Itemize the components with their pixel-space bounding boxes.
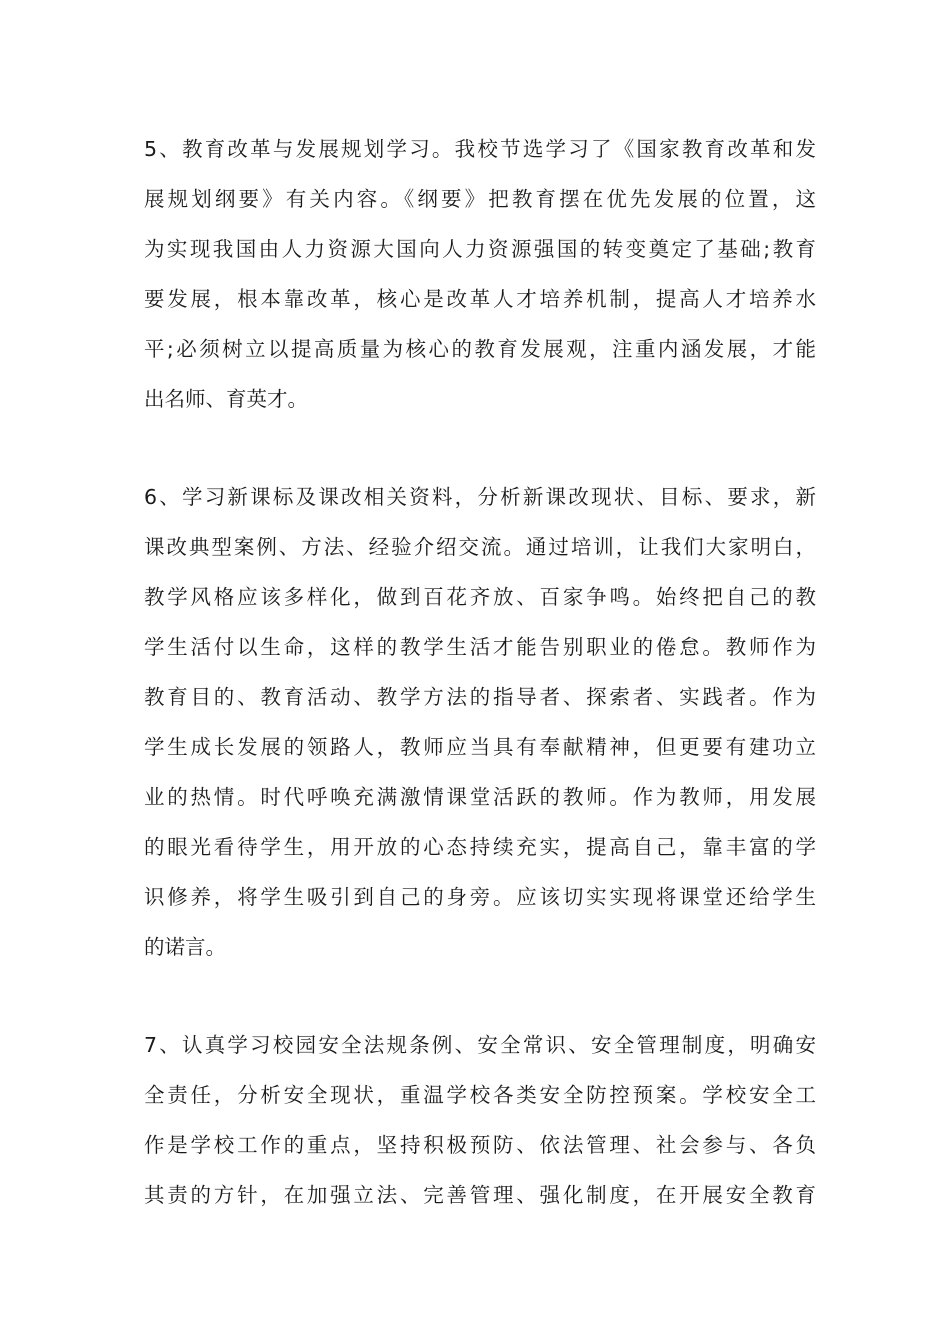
paragraph-6 <box>144 472 816 972</box>
text-line: 教学风格应该多样化，做到百花齐放、百家争鸣。始终把自己的教 <box>144 585 816 609</box>
text-line: 出名师、育英才。 <box>144 387 308 411</box>
text-line: 为实现我国由人力资源大国向人力资源强国的转变奠定了基础;教育 <box>144 237 816 261</box>
text-line: 平;必须树立以提高质量为核心的教育发展观，注重内涵发展，才能 <box>144 337 816 361</box>
text-line: 课改典型案例、方法、经验介绍交流。通过培训，让我们大家明白， <box>144 535 816 559</box>
text-line: 要发展，根本靠改革，核心是改革人才培养机制，提高人才培养水 <box>144 287 816 311</box>
text-line: 作是学校工作的重点，坚持积极预防、依法管理、社会参与、各负 <box>144 1133 816 1157</box>
text-line: 6、学习新课标及课改相关资料，分析新课改现状、目标、要求，新 <box>144 485 816 509</box>
text-line: 5、教育改革与发展规划学习。我校节选学习了《国家教育改革和发 <box>144 137 816 161</box>
text-line: 学生活付以生命，这样的教学生活才能告别职业的倦怠。教师作为 <box>144 635 816 659</box>
text-line: 全责任，分析安全现状，重温学校各类安全防控预案。学校安全工 <box>144 1083 816 1107</box>
text-line: 识修养，将学生吸引到自己的身旁。应该切实实现将课堂还给学生 <box>144 885 816 909</box>
text-line: 业的热情。时代呼唤充满激情课堂活跃的教师。作为教师，用发展 <box>144 785 816 809</box>
text-line: 其责的方针，在加强立法、完善管理、强化制度，在开展安全教育 <box>144 1183 816 1207</box>
text-line: 的诺言。 <box>144 935 226 959</box>
text-line: 的眼光看待学生，用开放的心态持续充实，提高自己，靠丰富的学 <box>144 835 816 859</box>
text-line: 教育目的、教育活动、教学方法的指导者、探索者、实践者。作为 <box>144 685 816 709</box>
paragraph-7 <box>144 1020 816 1220</box>
text-line: 展规划纲要》有关内容。《纲要》把教育摆在优先发展的位置，这 <box>144 187 816 211</box>
text-line: 7、认真学习校园安全法规条例、安全常识、安全管理制度，明确安 <box>144 1033 816 1057</box>
paragraph-5 <box>144 124 816 424</box>
text-line: 学生成长发展的领路人，教师应当具有奉献精神，但更要有建功立 <box>144 735 816 759</box>
